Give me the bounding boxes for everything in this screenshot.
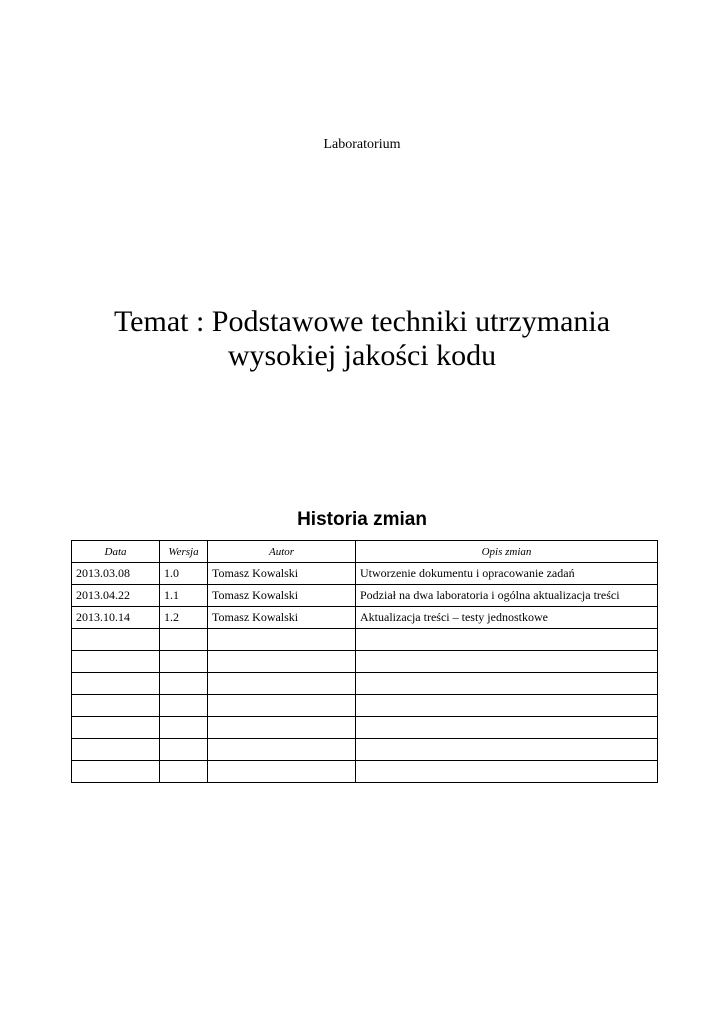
cell-date [72,651,160,673]
cell-description [356,695,658,717]
title-line-1: Temat : Podstawowe techniki utrzymania [113,305,611,338]
cell-author: Tomasz Kowalski [208,585,356,607]
table-row [72,673,658,695]
column-header-opis: Opis zmian [356,541,658,563]
cell-version [160,761,208,783]
cell-author: Tomasz Kowalski [208,563,356,585]
cell-version [160,651,208,673]
document-title [0,305,724,373]
cell-version [160,695,208,717]
header-label: Laboratorium [323,137,401,152]
cell-date [72,761,160,783]
cell-version [160,717,208,739]
table-row [72,585,658,607]
cell-author [208,761,356,783]
cell-version [160,629,208,651]
history-table [71,540,658,783]
title-line-2: wysokiej jakości kodu [227,339,497,372]
cell-description [356,761,658,783]
cell-description: Aktualizacja treści – testy jednostkowe [356,607,658,629]
table-row [72,717,658,739]
cell-date [72,739,160,761]
cell-author [208,629,356,651]
column-header-autor: Autor [208,541,356,563]
cell-date [72,717,160,739]
cell-description [356,717,658,739]
cell-description [356,673,658,695]
cell-date: 2013.04.22 [72,585,160,607]
column-header-data: Data [72,541,160,563]
cell-author [208,717,356,739]
cell-description [356,651,658,673]
cell-description [356,739,658,761]
cell-author: Tomasz Kowalski [208,607,356,629]
cell-version [160,673,208,695]
cell-date: 2013.03.08 [72,563,160,585]
cell-author [208,695,356,717]
history-header-row [72,541,658,563]
cell-version: 1.1 [160,585,208,607]
cell-description [356,629,658,651]
cell-version [160,739,208,761]
history-heading: Historia zmian [297,509,427,530]
cell-author [208,673,356,695]
cell-author [208,739,356,761]
table-row [72,761,658,783]
cell-version: 1.2 [160,607,208,629]
table-row [72,695,658,717]
cell-version: 1.0 [160,563,208,585]
table-row [72,629,658,651]
cell-date [72,673,160,695]
cell-description: Podział na dwa laboratoria i ogólna aktualizacja treści [356,585,658,607]
column-header-wersja: Wersja [160,541,208,563]
cell-date [72,629,160,651]
table-row [72,563,658,585]
cell-date: 2013.10.14 [72,607,160,629]
cell-date [72,695,160,717]
cell-author [208,651,356,673]
table-row [72,739,658,761]
cell-description: Utworzenie dokumentu i opracowanie zadań [356,563,658,585]
table-row [72,607,658,629]
table-row [72,651,658,673]
